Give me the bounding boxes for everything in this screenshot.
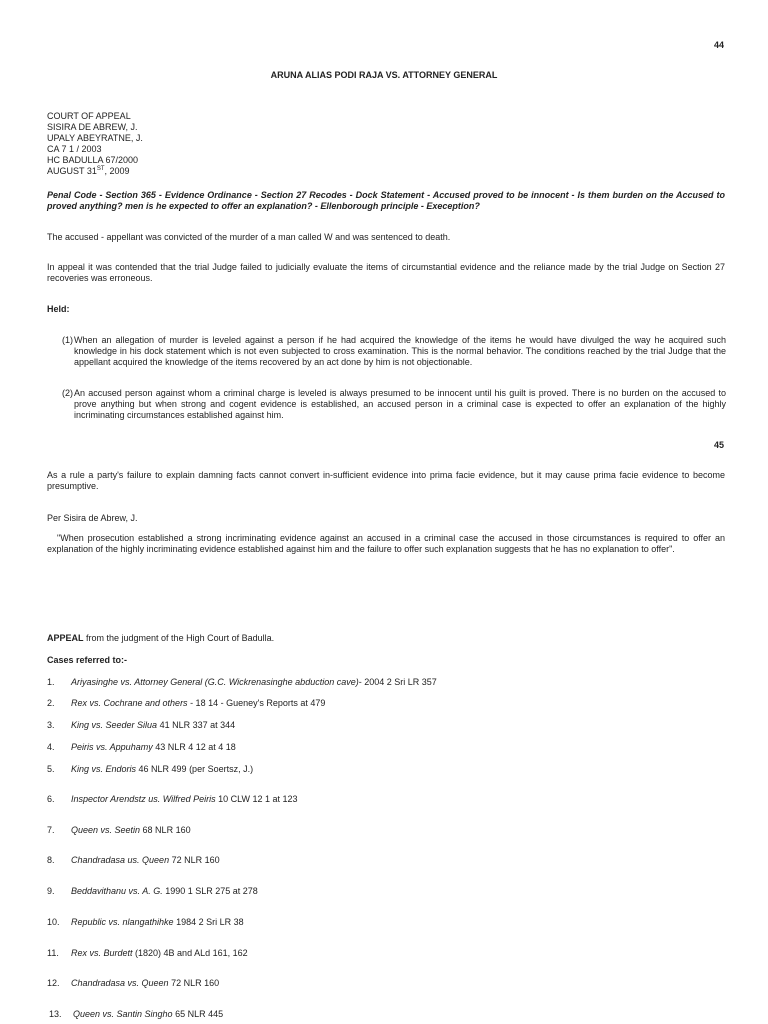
paragraph: The accused - appellant was convicted of the murder of a man called W and was sentenced to death. bbox=[47, 232, 451, 242]
list-item: 4. Peiris vs. Appuhamy 43 NLR 4 12 at 4 18 bbox=[47, 742, 236, 752]
list-item: 1. Ariyasinghe vs. Attorney General (G.C. Wickrenasinghe abduction cave)- 2004 2 Sri LR 357 bbox=[47, 677, 437, 687]
appeal-text: from the judgment of the High Court of Badulla. bbox=[83, 633, 275, 643]
page-title: ARUNA ALIAS PODI RAJA VS. ATTORNEY GENERAL bbox=[270, 70, 498, 80]
held-text: When an allegation of murder is leveled against a person if he had acquired the knowledge of the items he would have divulged the way he acquired such knowledge in his dock statement which is not even subjected to cross examination. This is the normal behavior. The conditions reached by the trial Judge that the appellant acquired the knowledge of the items recovered by an act done by him is not objectionable. bbox=[74, 335, 726, 367]
list-item: 6. Inspector Arendstz us. Wilfred Peiris 10 CLW 12 1 at 123 bbox=[47, 794, 298, 804]
headnote: Penal Code - Section 365 - Evidence Ordinance - Section 27 Recodes - Dock Statement - Accused proved to be innocent - Is them burden on the Accused to proved anything? men is he expected to offer an explanation? - Ellenborough principle - Exeception? bbox=[47, 190, 725, 211]
court-name: COURT OF APPEAL bbox=[47, 111, 131, 121]
list-item: 10. Republic vs. nlangathihke 1984 2 Sri LR 38 bbox=[47, 917, 244, 927]
case-number: CA 7 1 / 2003 bbox=[47, 144, 102, 154]
page-number-top: 44 bbox=[713, 40, 724, 50]
list-item: 7. Queen vs. Seetin 68 NLR 160 bbox=[47, 825, 191, 835]
held-text: An accused person against whom a criminal charge is leveled is always presumed to be innocent until his guilt is proved. There is no burden on the accused to prove anything but when strong and cogent evidence is established, an accused person in a criminal case is expected to offer an explanation of the highly incriminating circumstances established against him. bbox=[74, 388, 726, 420]
list-item: 12. Chandradasa vs. Queen 72 NLR 160 bbox=[47, 978, 220, 988]
list-item: 2. Rex vs. Cochrane and others - 18 14 - Gueney's Reports at 479 bbox=[47, 698, 326, 708]
appeal-line bbox=[47, 633, 274, 644]
held-item bbox=[62, 388, 726, 421]
held-label: Held: bbox=[47, 304, 70, 314]
page-number-mid: 45 bbox=[713, 440, 724, 450]
held-number: (2) bbox=[62, 388, 73, 398]
held-number: (1) bbox=[62, 335, 73, 345]
list-item: 9. Beddavithanu vs. A. G. 1990 1 SLR 275 at 278 bbox=[47, 886, 258, 896]
hc-number: HC BADULLA 67/2000 bbox=[47, 155, 139, 165]
list-item: 3. King vs. Seeder Silua 41 NLR 337 at 344 bbox=[47, 720, 236, 730]
list-item: 13. Queen vs. Santin Singho 65 NLR 445 bbox=[49, 1009, 224, 1019]
held-item bbox=[62, 335, 726, 368]
cases-label: Cases referred to:- bbox=[47, 655, 128, 665]
list-item: 8. Chandradasa us. Queen 72 NLR 160 bbox=[47, 855, 220, 865]
paragraph: As a rule a party's failure to explain damning facts cannot convert in-sufficient evidence into prima facie evidence, but it may cause prima facie evidence to become presumptive. bbox=[47, 470, 725, 491]
judge-name: SISIRA DE ABREW, J. bbox=[47, 122, 138, 132]
per-attribution: Per Sisira de Abrew, J. bbox=[47, 513, 138, 523]
list-item: 11. Rex vs. Burdett (1820) 4B and ALd 161, 162 bbox=[47, 948, 248, 958]
list-item: 5. King vs. Endoris 46 NLR 499 (per Soertsz, J.) bbox=[47, 764, 254, 774]
judge-name: UPALY ABEYRATNE, J. bbox=[47, 133, 143, 143]
paragraph: In appeal it was contended that the trial Judge failed to judicially evaluate the items of circumstantial evidence and the reliance made by the trial Judge on Section 27 recoveries was erroneous. bbox=[47, 262, 725, 283]
quote: "When prosecution established a strong incriminating evidence against an accused in a criminal case the accused in those circumstances is required to offer an explanation of the highly incriminating evidence established against him and the failure to offer such explanation suggests that he has no explanation to offer". bbox=[47, 533, 725, 554]
appeal-label: APPEAL bbox=[47, 633, 84, 643]
decision-date: AUGUST 31ST, 2009 bbox=[47, 166, 130, 176]
court-block bbox=[47, 111, 143, 177]
